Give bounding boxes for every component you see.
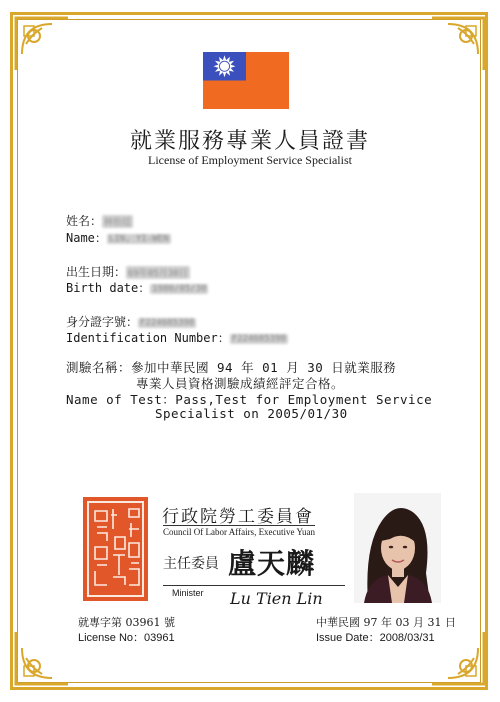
dob-en-label: Birth date： — [66, 281, 151, 295]
certificate-title-zh: 就業服務專業人員證書 — [129, 129, 370, 154]
minister-signature-zh: 盧天麟 — [228, 547, 316, 580]
test-name-en-line1: Name of Test：Pass,Test for Employment Service — [66, 392, 433, 407]
id-en-row — [66, 329, 288, 346]
id-zh-value: F224685398 — [140, 317, 195, 328]
id-zh-label: 身分證字號： — [66, 315, 139, 329]
corner-ornament-icon — [12, 628, 72, 688]
test-name-zh-line2: 專業人員資格測驗成績經評定合格。 — [136, 376, 345, 391]
name-en-label: Name： — [66, 231, 107, 245]
certificate-title-en: License of Employment Service Specialist — [148, 153, 352, 167]
name-zh-label: 姓名： — [66, 214, 103, 228]
corner-ornament-icon — [428, 14, 488, 74]
issue-date-zh: 中華民國 97 年 03 月 31 日 — [316, 616, 456, 629]
license-number-zh: 就專字第 03961 號 — [78, 616, 175, 629]
council-name-en: Council Of Labor Affairs, Executive Yuan — [163, 527, 315, 537]
issue-date-en: Issue Date：2008/03/31 — [316, 632, 435, 644]
minister-title-zh: 主任委員 — [163, 556, 219, 572]
id-zh-row — [66, 313, 196, 330]
license-number-en: License No：03961 — [78, 632, 175, 644]
name-zh-row — [66, 212, 133, 229]
name-en-row — [66, 229, 171, 246]
dob-zh-row — [66, 263, 190, 280]
id-en-label: Identification Number： — [66, 331, 230, 345]
test-name-zh-line1: 測驗名稱：參加中華民國 94 年 01 月 30 日就業服務 — [66, 360, 397, 375]
corner-ornament-icon — [428, 628, 488, 688]
name-en-value: LIN, YI-WEN — [108, 233, 169, 244]
flag-icon — [203, 52, 289, 109]
name-zh-value: 林怡廷 — [102, 215, 133, 228]
dob-zh-label: 出生日期： — [66, 265, 127, 279]
dob-en-value: 1980/05/30 — [152, 283, 207, 294]
id-en-value: F224685398 — [231, 333, 286, 344]
minister-signature-en: Lu Tien Lin — [230, 589, 323, 608]
test-name-en-line2: Specialist on 2005/01/30 — [155, 406, 348, 421]
holder-photo — [354, 493, 441, 603]
dob-en-row — [66, 279, 208, 296]
official-seal-icon — [83, 497, 148, 601]
dob-zh-value: 69年05月30日 — [126, 266, 190, 279]
minister-title-en: Minister — [172, 588, 204, 598]
signature-line — [163, 585, 345, 586]
council-name-zh: 行政院勞工委員會 — [162, 507, 314, 527]
corner-ornament-icon — [12, 14, 72, 74]
